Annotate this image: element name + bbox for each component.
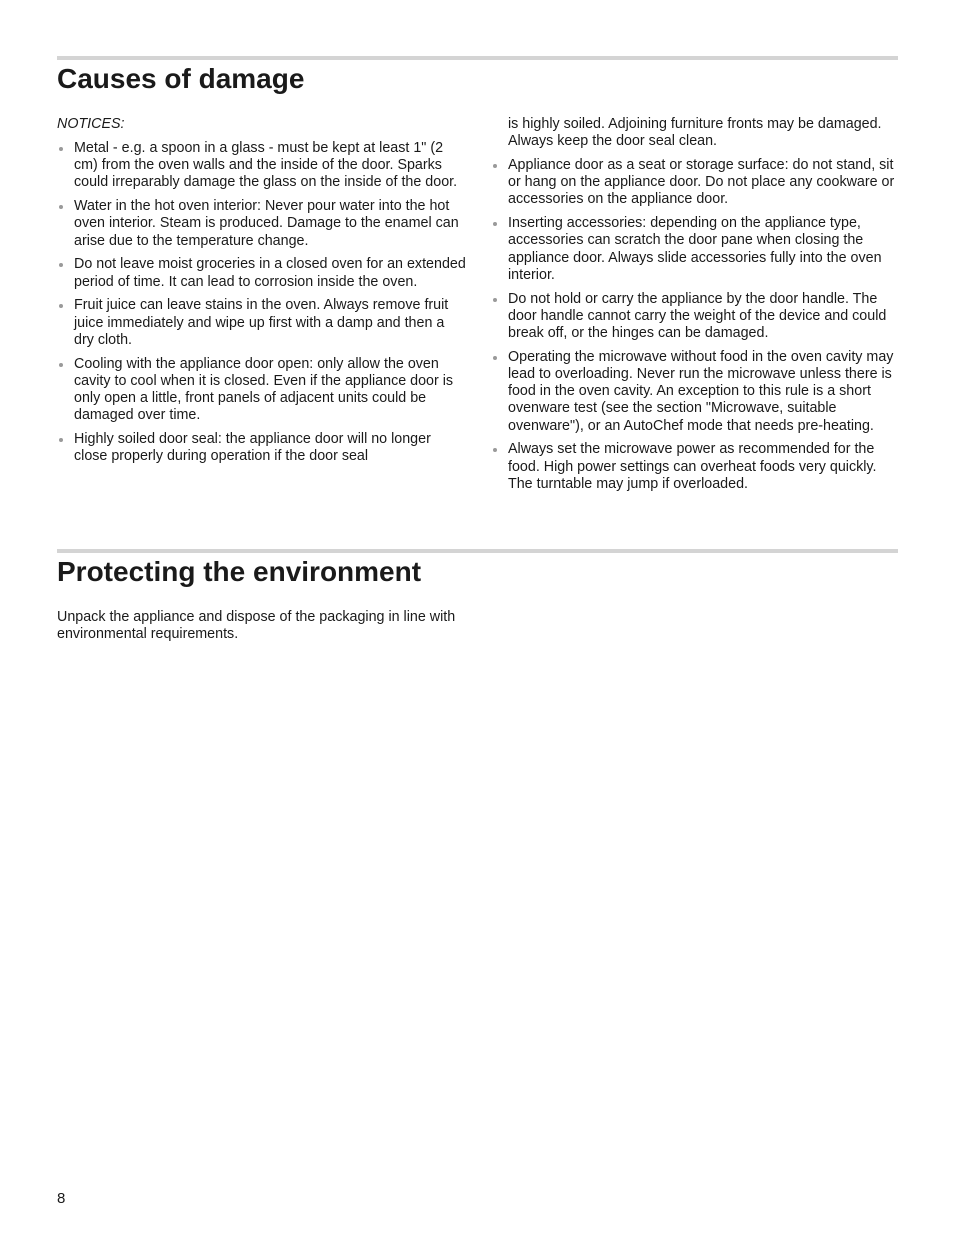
causes-list-right — [491, 157, 901, 493]
environment-paragraph: Unpack the appliance and dispose of the packaging in line with environmental requirements. — [57, 609, 456, 643]
bullet-icon — [493, 164, 497, 168]
list-item: Appliance door as a seat or storage surface: do not stand, sit or hang on the appliance door. Do not place any cookware or accessories on the appliance door. — [491, 157, 901, 209]
list-item: Fruit juice can leave stains in the oven. Always remove fruit juice immediately and wipe up first with a damp and then a dry cloth. — [57, 297, 467, 349]
bullet-icon — [59, 205, 63, 209]
bullet-icon — [59, 263, 63, 267]
bullet-icon — [493, 448, 497, 452]
causes-list-left — [57, 140, 467, 465]
list-item: Metal - e.g. a spoon in a glass - must be kept at least 1" (2 cm) from the oven walls and the inside of the door. Sparks could irreparably damage the glass on the inside of the door. — [57, 140, 467, 192]
bullet-icon — [59, 363, 63, 367]
list-item: Do not hold or carry the appliance by the door handle. The door handle cannot carry the weight of the device and could break off, or the hinges can be damaged. — [491, 291, 901, 343]
causes-left-column — [57, 140, 467, 472]
section-divider-causes — [57, 56, 898, 60]
list-item: Do not leave moist groceries in a closed oven for an extended period of time. It can lead to corrosion inside the oven. — [57, 256, 467, 290]
list-item: Always set the microwave power as recommended for the food. High power settings can overheat foods very quickly. The turntable may jump if overloaded. — [491, 441, 901, 493]
section-divider-environment — [57, 549, 898, 553]
list-item-continuation: is highly soiled. Adjoining furniture fronts may be damaged. Always keep the door seal clean. — [508, 116, 882, 150]
page-number: 8 — [57, 1190, 66, 1207]
bullet-icon — [59, 304, 63, 308]
bullet-icon — [493, 222, 497, 226]
list-item: Inserting accessories: depending on the appliance type, accessories can scratch the door pane when closing the appliance door. Always slide accessories fully into the oven interior. — [491, 215, 901, 284]
list-item: Cooling with the appliance door open: only allow the oven cavity to cool when it is closed. Even if the appliance door is only open a little, front panels of adjacent units could be damaged over time. — [57, 356, 467, 425]
list-item: Operating the microwave without food in the oven cavity may lead to overloading. Never run the microwave unless there is food in the oven cavity. An exception to this rule is a short ovenware test (see the section "Microwave, suitable ovenware"), or an AutoChef mode that needs pre-heating. — [491, 349, 901, 435]
list-item: Highly soiled door seal: the appliance door will no longer close properly during operation if the door seal — [57, 431, 467, 465]
notices-label: NOTICES: — [57, 116, 125, 132]
causes-right-column — [491, 116, 901, 500]
section-title-environment: Protecting the environment — [57, 556, 422, 587]
bullet-icon — [59, 147, 63, 151]
list-item: Water in the hot oven interior: Never pour water into the hot oven interior. Steam is produced. Damage to the enamel can arise due to the temperature change. — [57, 198, 467, 250]
bullet-icon — [59, 438, 63, 442]
bullet-icon — [493, 356, 497, 360]
section-title-causes: Causes of damage — [57, 63, 305, 94]
bullet-icon — [493, 298, 497, 302]
